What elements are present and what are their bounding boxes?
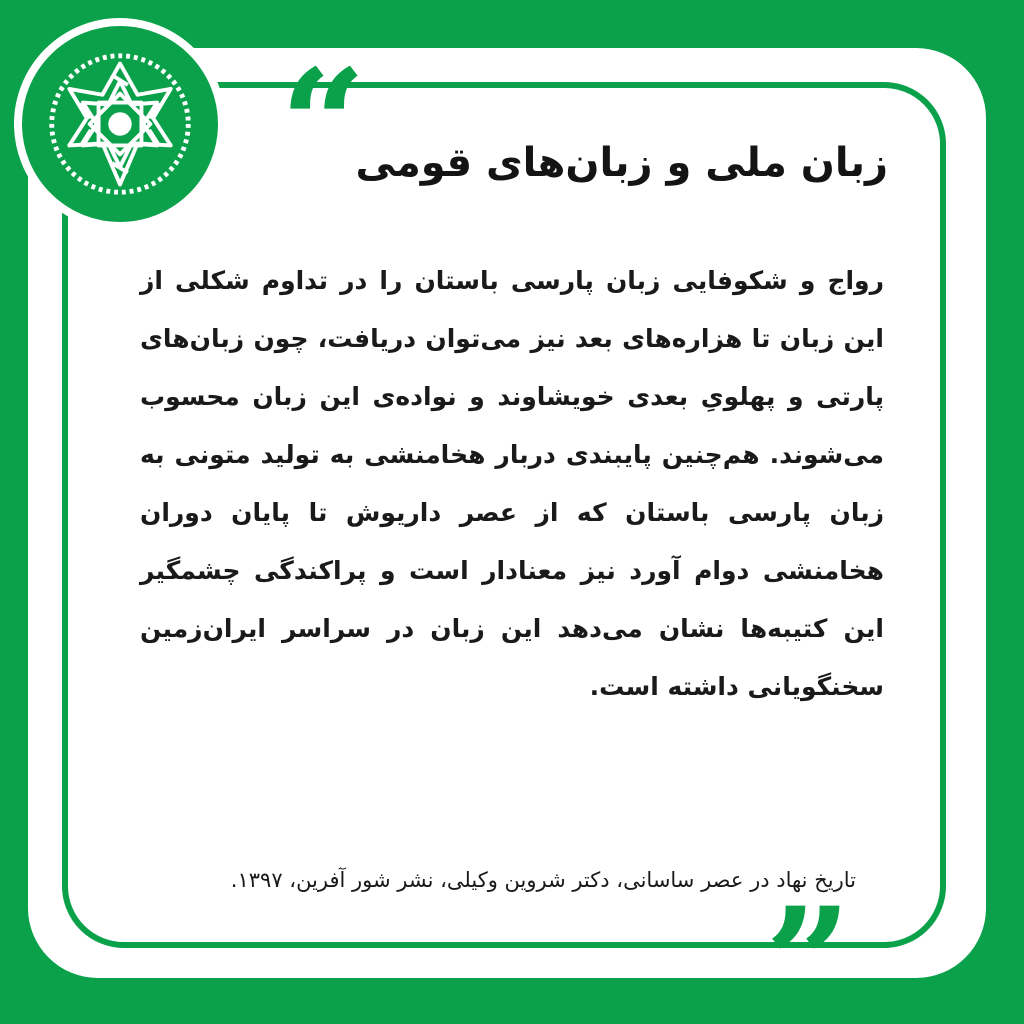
logo-badge — [14, 18, 226, 230]
source-citation: تاریخ نهاد در عصر ساسانی، دکتر شروین وکیلی، نشر شور آفرین، ۱۳۹۷. — [230, 868, 856, 892]
closing-quote-mark: ” — [765, 875, 852, 1024]
opening-quote-mark: “ — [280, 37, 367, 213]
quote-body-text: رواج و شکوفایی زبان پارسی باستان را در تداوم شکلی از این زبان تا هزاره‌های بعد نیز می‌توان دریافت، چون زبان‌های پارتی و پهلویِ بعدی خویشاوند و نواده‌ی این زبان محسوب می‌شوند. هم‌چنین پایبندی دربار هخامنشی به تولید متونی به زبان پارسی باستان که از عصر داریوش تا پایان دوران هخامنشی دوام آورد نیز معنادار است و پراکندگی چشمگیر این کتیبه‌ها نشان می‌دهد این زبان در سراسر ایران‌زمین سخنگویانی داشته است. — [140, 266, 884, 701]
page-title: زبان ملی و زبان‌های قومی — [355, 140, 888, 186]
star-knot-emblem-icon — [42, 46, 198, 202]
